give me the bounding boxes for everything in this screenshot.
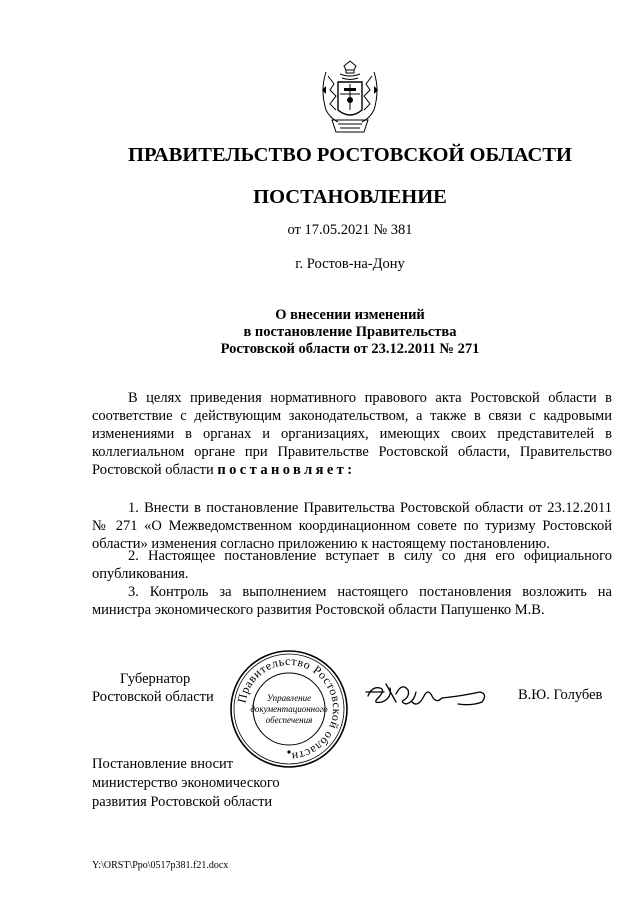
document-subject bbox=[0, 307, 640, 358]
resolves-keyword: постановляет: bbox=[217, 462, 356, 478]
introducer-line: министерство экономического bbox=[92, 775, 280, 791]
clause-3: 3. Контроль за выполнением настоящего постановления возложить на министра экономического развития Ростовской области Папушенко М.В. bbox=[92, 584, 612, 618]
file-path: Y:\ORST\Ppo\0517p381.f21.docx bbox=[92, 860, 229, 871]
introducer-line: Постановление вносит bbox=[92, 756, 234, 772]
document-type: ПОСТАНОВЛЕНИЕ bbox=[253, 186, 447, 208]
signatory-region: Ростовской области bbox=[92, 689, 214, 705]
clause-2: 2. Настоящее постановление вступает в силу со дня его официального опубликования. bbox=[92, 548, 612, 582]
date-and-number: от 17.05.2021 № 381 bbox=[287, 222, 413, 238]
subject-line: Ростовской области от 23.12.2011 № 271 bbox=[220, 341, 480, 357]
organization-title: ПРАВИТЕЛЬСТВО РОСТОВСКОЙ ОБЛАСТИ bbox=[128, 144, 572, 166]
introducer-line: развития Ростовской области bbox=[92, 794, 273, 810]
clause-1: 1. Внести в постановление Правительства Ростовской области от 23.12.2011 № 271 «О Межведомственном координационном совете по туризму Ростовской области» изменения согласно приложению к настоящему постановлению. bbox=[92, 500, 612, 552]
signatory-name: В.Ю. Голубев bbox=[518, 687, 603, 703]
official-seal-icon bbox=[228, 648, 350, 770]
introducer-block bbox=[92, 755, 332, 812]
subject-line: О внесении изменений bbox=[275, 307, 425, 323]
seal-ring-text: Правительство Ростовской области bbox=[234, 653, 345, 765]
seal-inner-line: документационного bbox=[250, 704, 328, 714]
preamble-text: В целях приведения нормативного правового акта Ростовской области в соответствие с действующим законодательством, а также в связи с кадровыми изменениями в органах и организациях, имеющих своих представителей в коллегиальном органе при Правительстве Ростовской области, Правительство Ростовской области bbox=[92, 390, 612, 478]
handwritten-signature bbox=[362, 672, 494, 718]
preamble-paragraph bbox=[92, 389, 612, 479]
subject-line: в постановление Правительства bbox=[243, 324, 457, 340]
seal-inner-line: обеспечения bbox=[265, 715, 313, 725]
city: г. Ростов-на-Дону bbox=[295, 256, 405, 272]
seal-inner-line: Управление bbox=[266, 693, 312, 703]
coat-of-arms-icon bbox=[318, 60, 382, 136]
signatory-position: Губернатор bbox=[120, 671, 191, 687]
